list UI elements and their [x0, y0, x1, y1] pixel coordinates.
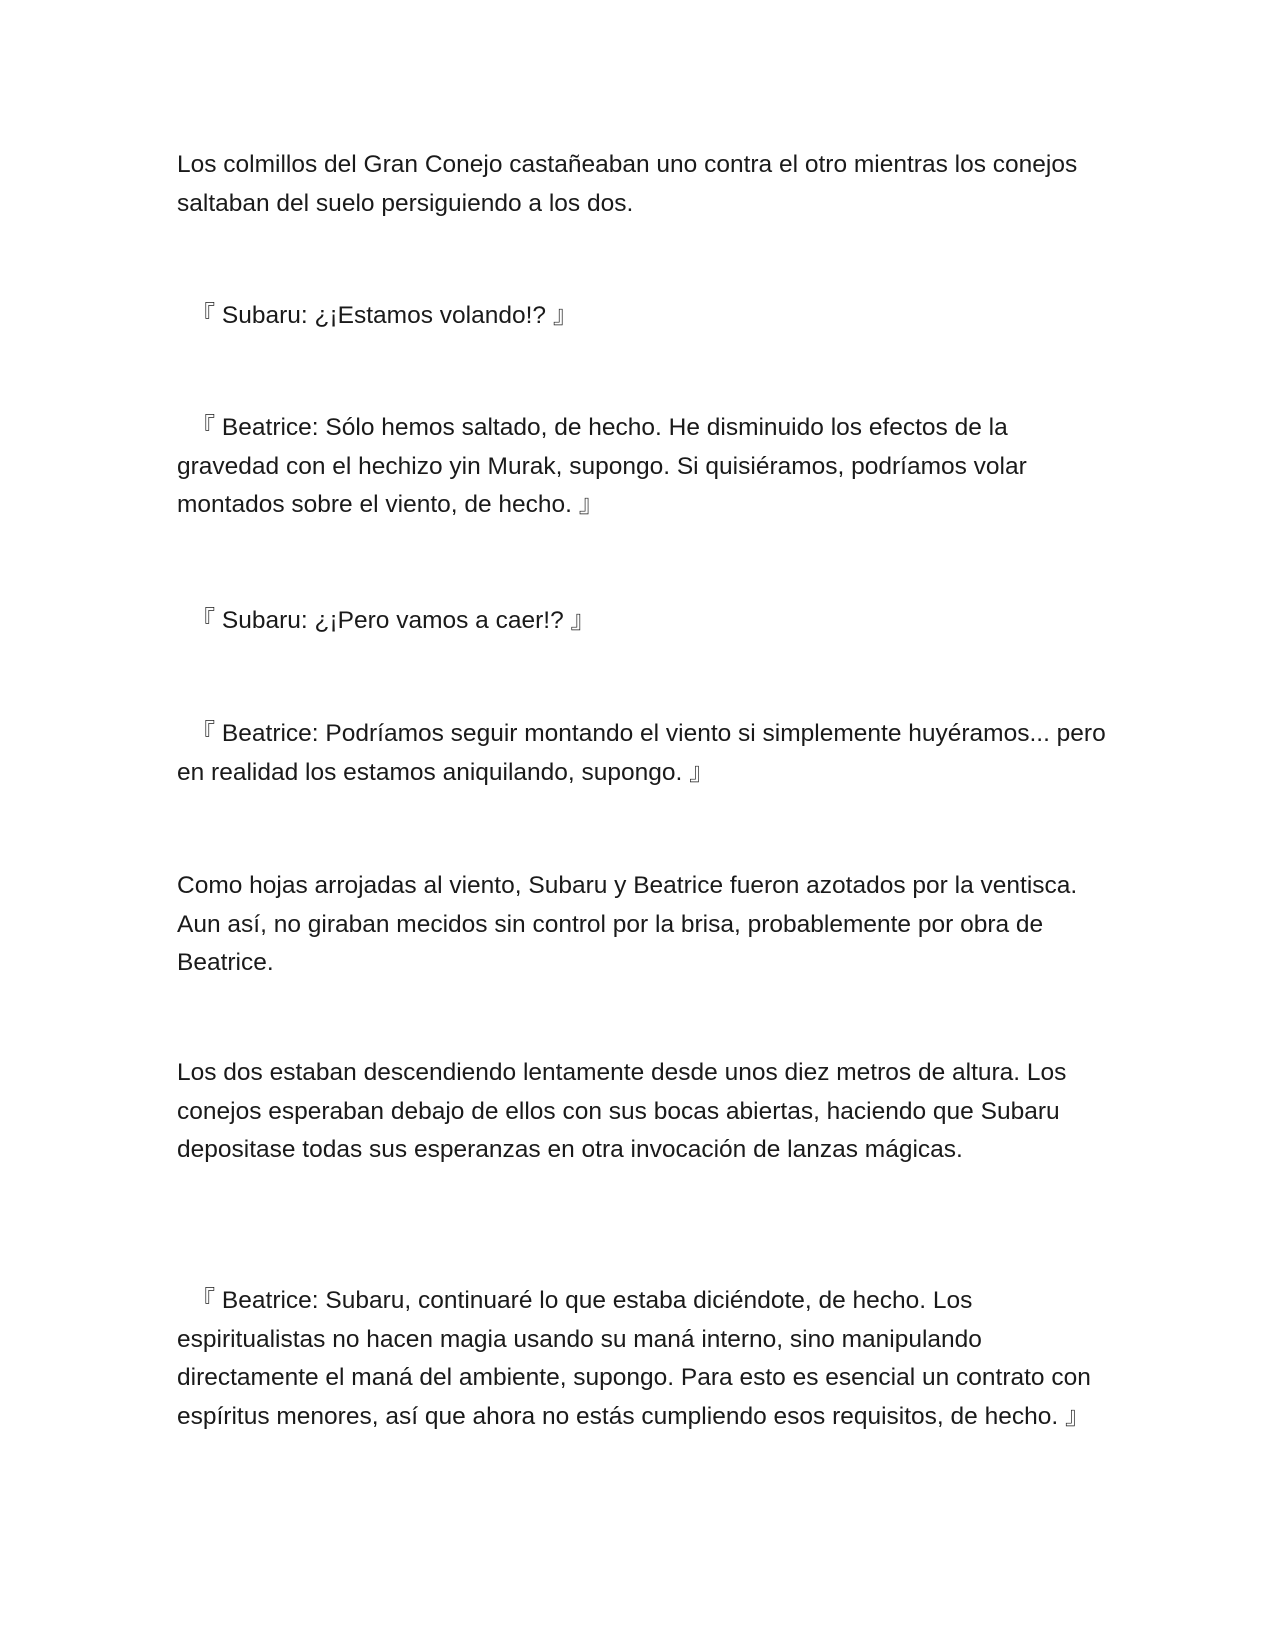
- dialogue-line-beatrice: 『 Beatrice: Podríamos seguir montando el viento si simplemente huyéramos... pero en realidad los estamos aniquilando, supongo. 』: [177, 720, 1106, 786]
- narration-paragraph: Los colmillos del Gran Conejo castañeaban uno contra el otro mientras los conejos saltaban del suelo persiguiendo a los dos.: [177, 151, 1078, 217]
- narration-paragraph: Como hojas arrojadas al viento, Subaru y Beatrice fueron azotados por la ventisca. Aun así, no giraban mecidos sin control por la brisa, probablemente por obra de Beatrice.: [177, 872, 1078, 976]
- dialogue-line-beatrice: 『 Beatrice: Sólo hemos saltado, de hecho. He disminuido los efectos de la gravedad con el hechizo yin Murak, supongo. Si quisiéramos, podríamos volar montados sobre el viento, de hecho. 』: [177, 414, 1027, 518]
- dialogue-line-subaru: 『 Subaru: ¿¡Estamos volando!? 』: [177, 302, 578, 329]
- dialogue-line-subaru: 『 Subaru: ¿¡Pero vamos a caer!? 』: [177, 607, 596, 634]
- narration-paragraph: Los dos estaban descendiendo lentamente desde unos diez metros de altura. Los conejos esperaban debajo de ellos con sus bocas abiertas, haciendo que Subaru depositase todas sus esperanzas en otra invocación de lanzas mágicas.: [177, 1059, 1067, 1163]
- dialogue-line-beatrice: 『 Beatrice: Subaru, continuaré lo que estaba diciéndote, de hecho. Los espiritualistas no hacen magia usando su maná interno, sino manipulando directamente el maná del ambiente, supongo. Para esto es esencial un contrato con espíritus menores, así que ahora no estás cumpliendo esos requisitos, de hecho. 』: [177, 1287, 1091, 1430]
